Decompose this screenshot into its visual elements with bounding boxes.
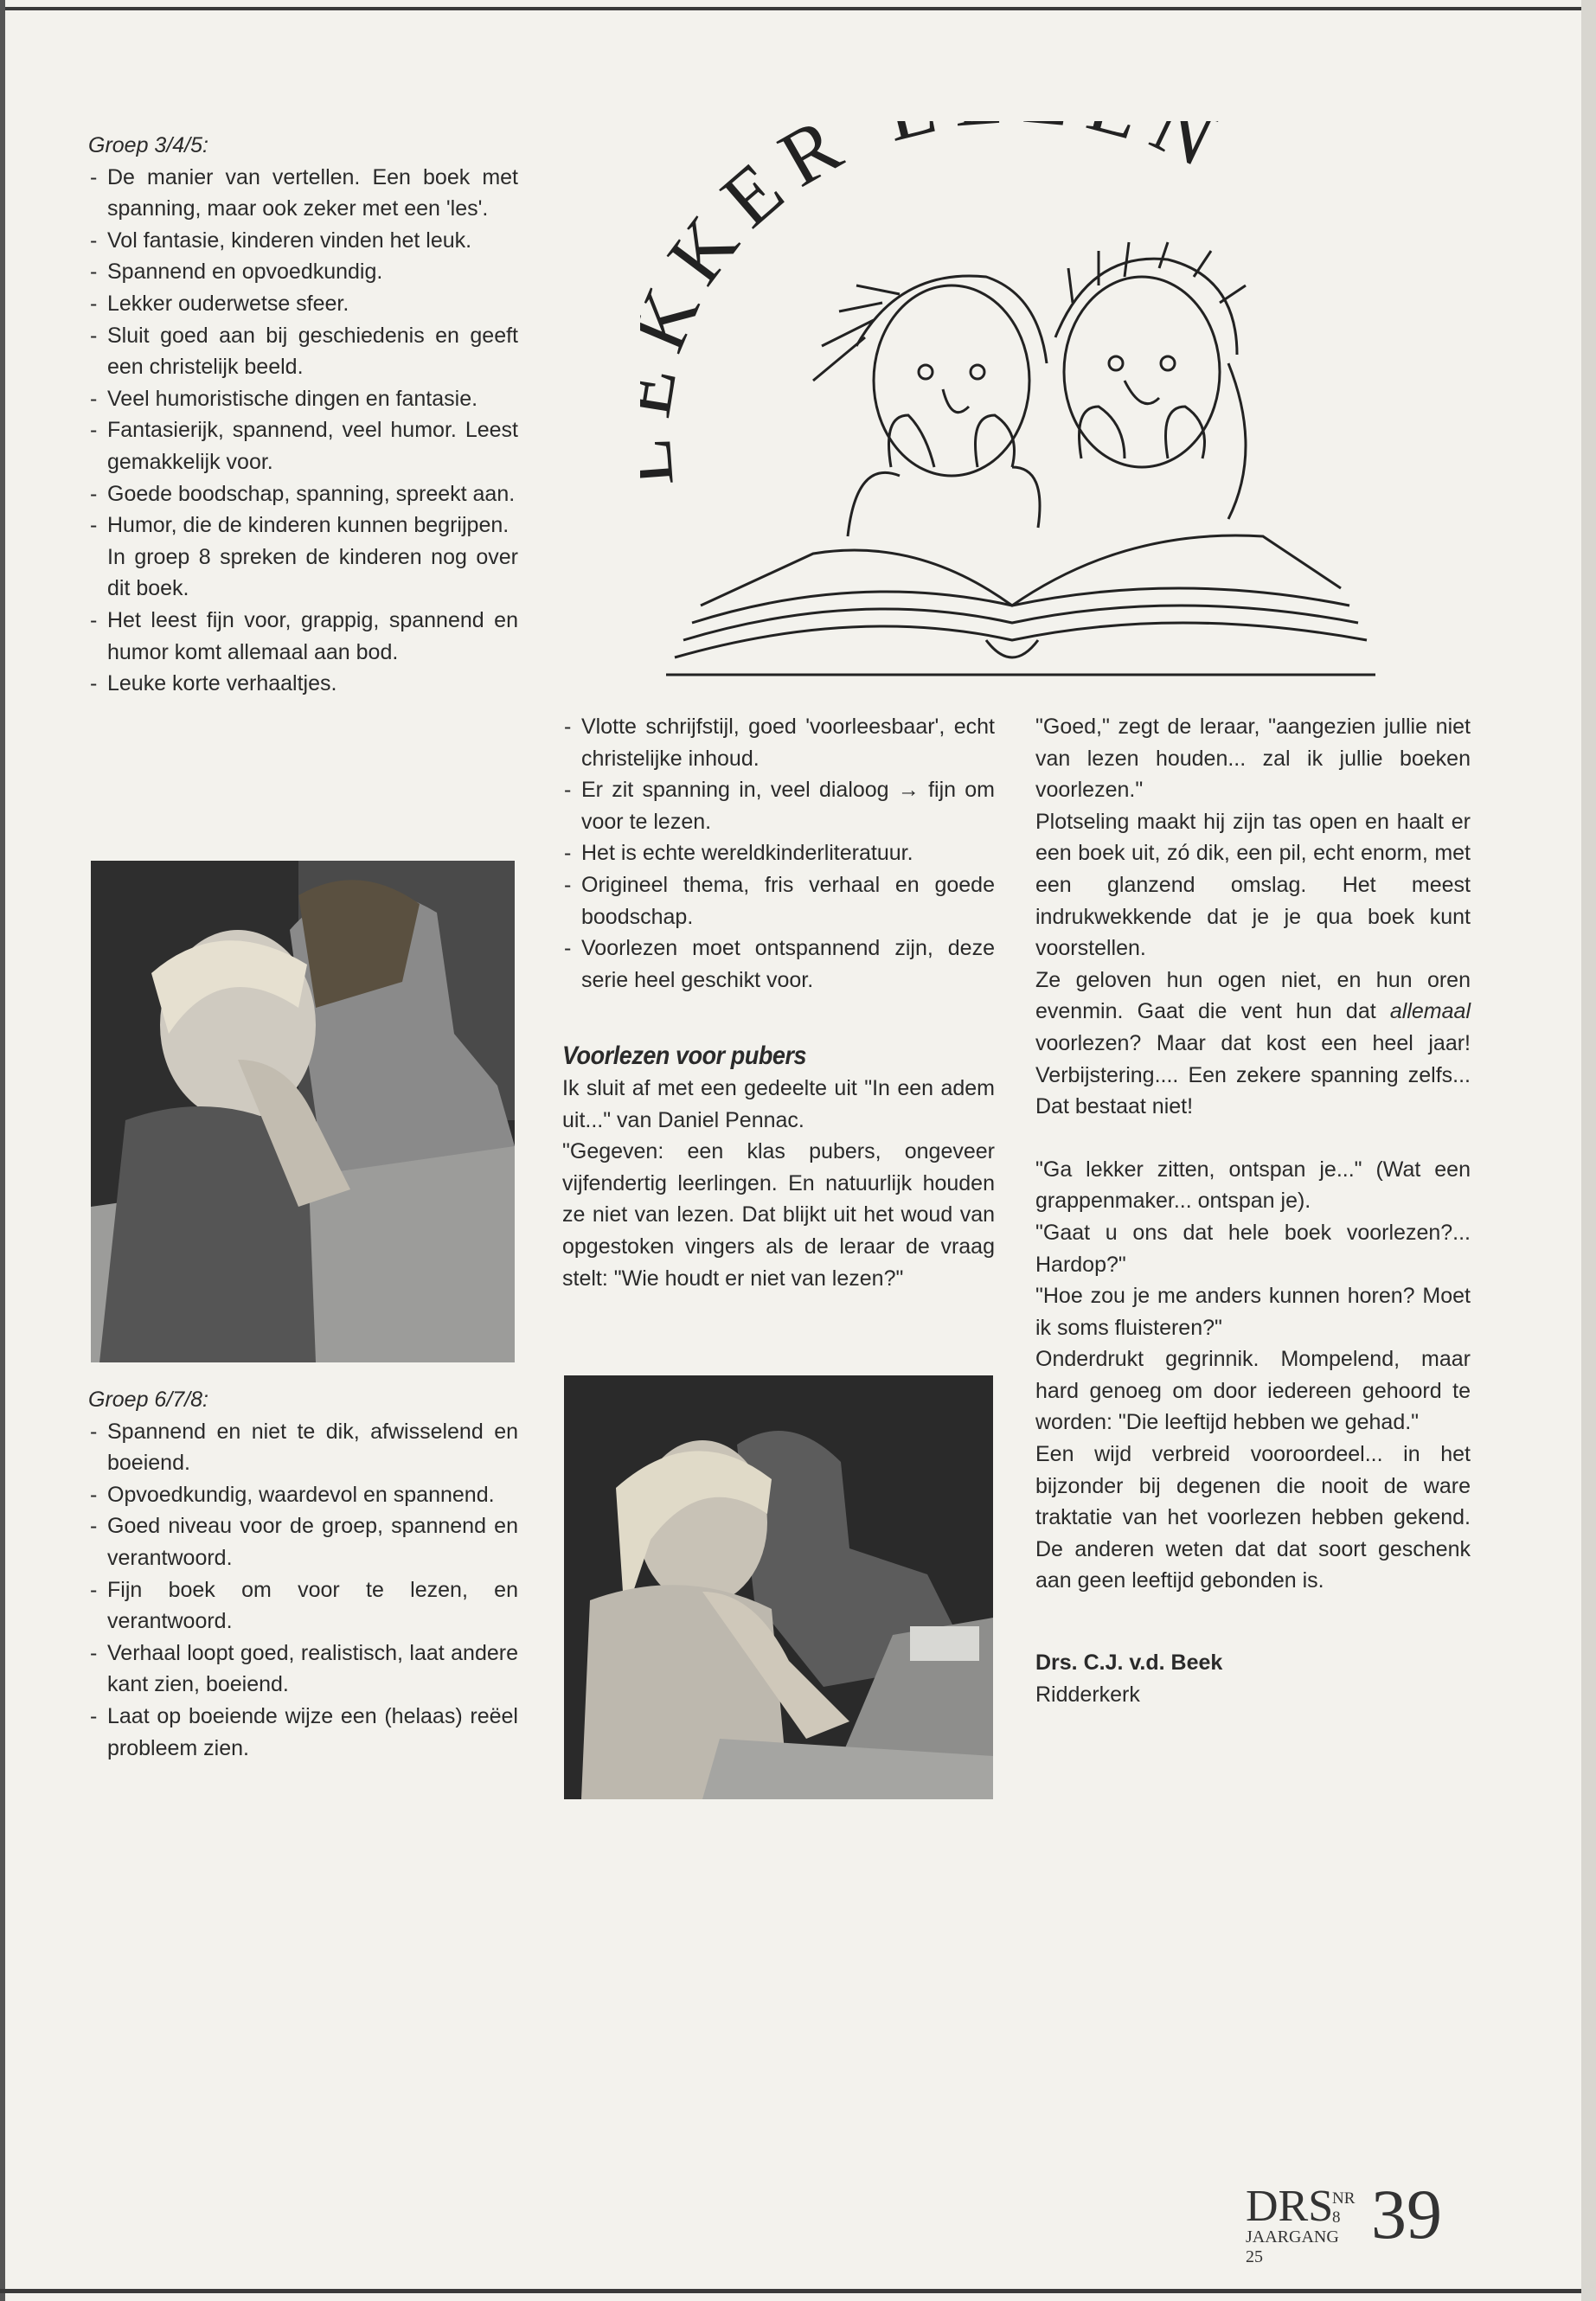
list-item: - Verhaal loopt goed, realistisch, laat andere kant zien, boeiend. xyxy=(88,1638,518,1701)
paragraph: Onderdrukt gegrinnik. Mompelend, maar hard genoeg om door iedereen gehoord te worden: "Die leeftijd hebben we gehad." xyxy=(1035,1347,1471,1435)
list-item: - Leuke korte verhaaltjes. xyxy=(88,668,518,700)
paragraph: Een wijd verbreid vooroordeel... in het bijzonder bij degenen die nooit de ware traktatie van het voorlezen hebben gekend. De anderen weten dat dat soort geschenk aan geen leeftijd gebonden is. xyxy=(1035,1442,1471,1593)
page-border-bottom xyxy=(0,2289,1583,2293)
page-border-top xyxy=(0,7,1583,10)
lekker-lezen-illustration xyxy=(640,121,1393,692)
list-item: - Vol fantasie, kinderen vinden het leuk. xyxy=(88,225,518,257)
left-column-lower xyxy=(88,1384,518,1764)
list-item: - Origineel thema, fris verhaal en goede boodschap. xyxy=(562,869,995,933)
classroom-photo-2 xyxy=(564,1375,993,1799)
feedback-list xyxy=(562,711,995,996)
list-item: - Het leest fijn voor, grappig, spannend en humor komt allemaal aan bod. xyxy=(88,605,518,668)
group2-list xyxy=(88,1416,518,1765)
left-column xyxy=(88,130,518,700)
right-column xyxy=(1035,711,1471,1710)
list-item: - Sluit goed aan bij geschiedenis en geeft een christelijk beeld. xyxy=(88,320,518,383)
paragraph: "Hoe zou je me anders kunnen horen? Moet ik soms fluisteren?" xyxy=(1035,1284,1471,1340)
list-item: - Vlotte schrijfstijl, goed 'voorleesbaar', echt christelijke inhoud. xyxy=(562,711,995,774)
list-item: - Goed niveau voor de groep, spannend en verantwoord. xyxy=(88,1510,518,1574)
paragraph: "Gegeven: een klas pubers, ongeveer vijfendertig leerlingen. En natuurlijk houden ze niet van lezen. Dat blijkt uit het woud van opgestoken vingers als de leraar de vraag stelt: "Wie houdt er niet van lezen?" xyxy=(562,1139,995,1291)
list-item: - De manier van vertellen. Een boek met spanning, maar ook zeker met een 'les'. xyxy=(88,162,518,225)
paragraph xyxy=(1035,965,1471,1123)
list-item: - Goede boodschap, spanning, spreekt aan. xyxy=(88,478,518,510)
issue-number: NR 8 xyxy=(1332,2189,1356,2227)
list-item: - Het is echte wereldkinderliteratuur. xyxy=(562,837,995,869)
list-item: - Laat op boeiende wijze een (helaas) reëel probleem zien. xyxy=(88,1701,518,1764)
text: voorlezen? Maar dat kost een heel jaar! Verbijstering.... Een zekere spanning zelfs... Dat bestaat niet! xyxy=(1035,1030,1471,1119)
author-name: Drs. C.J. v.d. Beek xyxy=(1035,1650,1223,1676)
list-item: - Lekker ouderwetse sfeer. xyxy=(88,288,518,320)
magazine-name: DRS xyxy=(1246,2182,1334,2231)
page-border-left xyxy=(0,0,5,2301)
group-heading-6-7-8: Groep 6/7/8: xyxy=(88,1388,208,1412)
reading-children-drawing xyxy=(640,121,1393,692)
paragraph: Ik sluit af met een gedeelte uit "In een adem uit..." van Daniel Pennac. xyxy=(562,1075,995,1132)
list-item: - Fantasierijk, spannend, veel humor. Leest gemakkelijk voor. xyxy=(88,414,518,478)
list-item: - Fijn boek om voor te lezen, en verantwoord. xyxy=(88,1574,518,1638)
group1-list xyxy=(88,162,518,700)
photo-girls-reading xyxy=(91,861,515,1362)
volume: JAARGANG 25 xyxy=(1246,2227,1339,2266)
section-heading: Voorlezen voor pubers xyxy=(562,1042,807,1071)
emphasis: allemaal xyxy=(1389,999,1471,1024)
group-heading-3-4-5: Groep 3/4/5: xyxy=(88,133,208,157)
list-item: - Humor, die de kinderen kunnen begrijpen. xyxy=(88,510,518,542)
list-item: - Spannend en niet te dik, afwisselend en boeiend. xyxy=(88,1416,518,1479)
text: Ze geloven hun ogen niet, en hun oren evenmin. Gaat die vent hun dat xyxy=(1035,967,1471,1024)
paragraph: "Goed," zegt de leraar, "aangezien jullie niet van lezen houden... zal ik jullie boeken voorlezen." xyxy=(1035,715,1471,803)
paragraph: "Gaat u ons dat hele boek voorlezen?... Hardop?" xyxy=(1035,1220,1471,1277)
paragraph: Plotseling maakt hij zijn tas open en haalt er een boek uit, zó dik, een pil, echt enorm, met een glanzend omslag. Het meest indrukwekkende dat je je qua boek kunt voorstellen. xyxy=(1035,809,1471,961)
page-edge-right xyxy=(1581,0,1596,2301)
classroom-photo-1 xyxy=(91,861,515,1362)
illustration-title: KER N xyxy=(650,121,1243,299)
list-item: - Veel humoristische dingen en fantasie. xyxy=(88,383,518,415)
paragraph: "Ga lekker zitten, ontspan je..." (Wat een grappenmaker... ontspan je). xyxy=(1035,1157,1471,1214)
list-continuation: In groep 8 spreken de kinderen nog over dit boek. xyxy=(107,544,518,601)
list-item: - Spannend en opvoedkundig. xyxy=(88,256,518,288)
author-location: Ridderkerk xyxy=(1035,1682,1140,1707)
list-item: - Opvoedkundig, waardevol en spannend. xyxy=(88,1479,518,1511)
list-item: - Voorlezen moet ontspannend zijn, deze serie heel geschikt voor. xyxy=(562,933,995,996)
list-item: - Er zit spanning in, veel dialoog → fijn om voor te lezen. xyxy=(562,774,995,837)
page-number: 39 xyxy=(1371,2175,1442,2253)
middle-column xyxy=(562,711,995,1294)
photo-children-at-desk xyxy=(564,1375,993,1799)
